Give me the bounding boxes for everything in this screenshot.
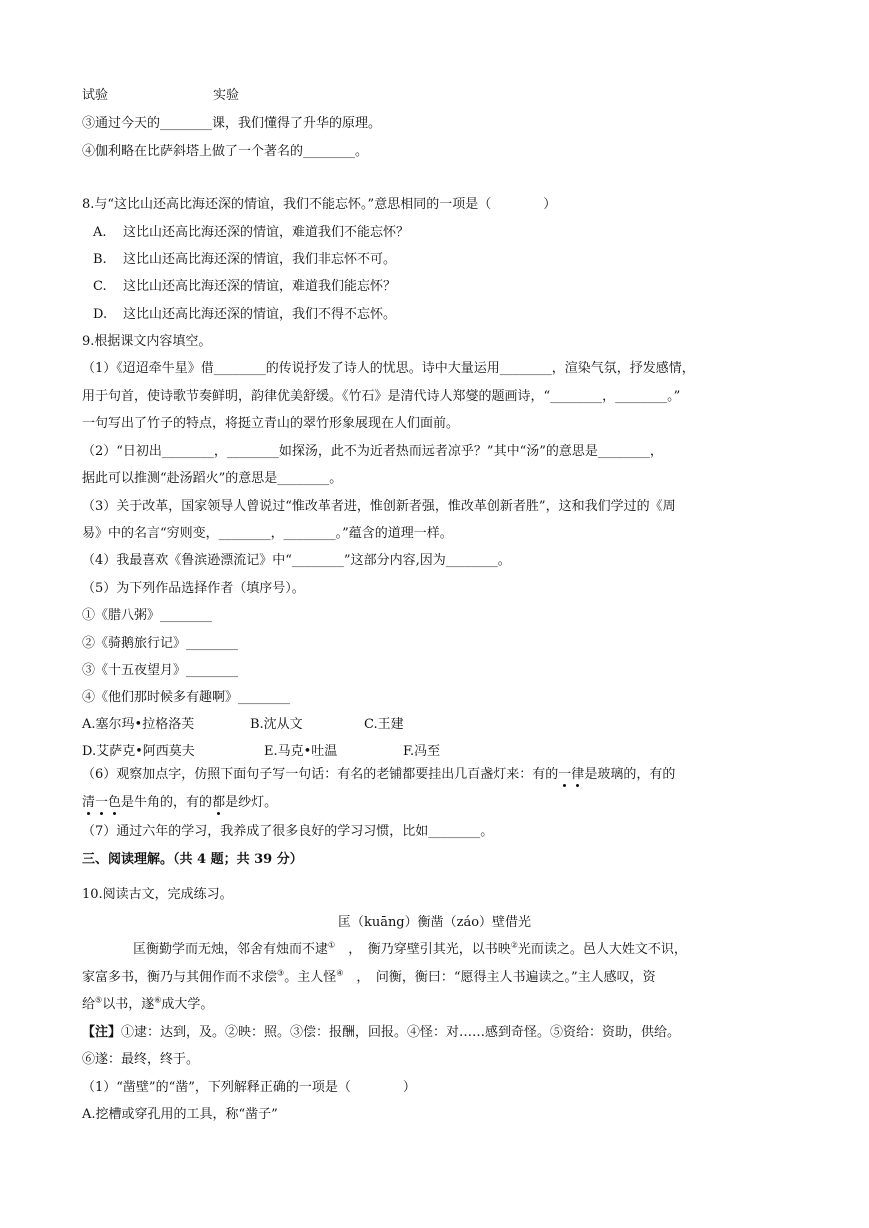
q9-author-d: D.艾萨克•阿西莫夫 <box>82 744 195 759</box>
q9-p5-title: （5）为下列作品选择作者（填序号）。 <box>82 581 305 596</box>
q9-p6-text-b: 是玻璃的，有的 <box>584 767 676 782</box>
q9-p3-line2: 易》中的名言“穷则变，________，________。”蕴含的道理一样。 <box>82 526 453 541</box>
q8-option-c-letter: C. <box>93 279 107 294</box>
q9-p6-text-c: 是牛角的，有的 <box>121 795 213 810</box>
q8-option-d-text: 这比山还高比海还深的情谊，我们不得不忘怀。 <box>123 307 397 322</box>
footnote-marker-1: ① <box>328 940 336 950</box>
passage-line-3 <box>82 995 214 1012</box>
footnote-marker-2: ② <box>510 940 518 950</box>
passage-text: ， 问衡，衡曰：“愿得主人书遍读之。”主人感叹，资 <box>343 970 656 985</box>
footnote-marker-6: ⑥ <box>154 995 162 1005</box>
q9-p6-text-d: 是纱灯。 <box>225 795 278 810</box>
q9-p4: （4）我最喜欢《鲁滨逊漂流记》中“________”这部分内容,因为________。 <box>82 553 511 568</box>
q9-p1-line2: 用于句首，使诗歌节奏鲜明，韵律优美舒缓。《竹石》是清代诗人郑燮的题画诗，“________，________。” <box>82 389 681 404</box>
q9-author-f: F.冯至 <box>403 744 441 759</box>
q9-p2-line1: （2）“日初出________，________如探汤，此不为近者热而远者凉乎？”其中“汤”的意思是________， <box>82 444 663 459</box>
q9-p1-line3: 一句写出了竹子的特点，将挺立青山的翠竹形象展现在人们面前。 <box>82 416 460 431</box>
word-right: 实验 <box>213 88 240 103</box>
q9-p6-dotted-char: 一 <box>95 795 109 810</box>
q8-option-d-letter: D. <box>93 307 108 322</box>
q9-author-a: A.塞尔玛•拉格洛芙 <box>82 717 195 732</box>
q9-p6-dotted-char: 都 <box>212 795 226 810</box>
q9-work-3: ③《十五夜望月》________ <box>82 663 239 678</box>
q9-p6-dotted-char: 清 <box>82 795 96 810</box>
q9-work-1: ①《腊八粥》________ <box>82 608 213 623</box>
q10-title: 10.阅读古文，完成练习。 <box>82 887 233 902</box>
q9-p6-line2 <box>82 796 277 809</box>
q8-option-c-text: 这比山还高比海还深的情谊，难道我们能忘怀？ <box>123 279 397 294</box>
q8-stem: 8.与“这比山还高比海还深的情谊，我们不能忘怀。”意思相同的一项是（ ） <box>82 197 557 212</box>
q10-sub1: （1）“凿壁”的“凿”，下列解释正确的一项是（ ） <box>82 1080 416 1095</box>
passage-text: 给 <box>82 997 96 1012</box>
q9-p6-dotted-char: 色 <box>108 795 122 810</box>
footnote-marker-3: ③ <box>277 968 285 978</box>
notes-line-2: ⑥遂：最终，终于。 <box>82 1052 200 1067</box>
q8-option-b-text: 这比山还高比海还深的情谊，我们非忘怀不可。 <box>123 252 397 267</box>
passage-line-1 <box>133 940 687 957</box>
passage-text: ， 衡乃穿壁引其光，以书映 <box>335 942 511 957</box>
passage-text: 匡衡勤学而无烛，邻舍有烛而不逮 <box>133 942 329 957</box>
passage-line-2 <box>82 968 656 985</box>
footnote-marker-5: ⑤ <box>95 995 103 1005</box>
word-left: 试验 <box>82 88 109 103</box>
q8-option-a-text: 这比山还高比海还深的情谊，难道我们不能忘怀？ <box>123 225 410 240</box>
passage-text: 成大学。 <box>161 997 214 1012</box>
passage-text: 光而读之。邑人大姓文不识， <box>517 942 687 957</box>
notes-line-1 <box>82 1026 680 1039</box>
passage-text: 家富多书，衡乃与其佣作而不求偿 <box>82 970 278 985</box>
q9-p6-dotted-char: 一 <box>558 767 572 782</box>
q7-item-4: ④伽利略在比萨斜塔上做了一个著名的________。 <box>82 144 369 159</box>
passage-heading: 匡（kuāng）衡凿（záo）壁借光 <box>337 915 532 930</box>
notes-label: 【注】 <box>82 1025 122 1040</box>
passage-text: 。主人怪 <box>284 970 337 985</box>
q8-option-a-letter: A. <box>93 225 107 240</box>
q9-author-e: E.马克•吐温 <box>264 744 338 759</box>
q9-title: 9.根据课文内容填空。 <box>82 334 212 349</box>
q9-p7: （7）通过六年的学习，我养成了很多良好的学习习惯，比如________。 <box>82 824 494 839</box>
q7-item-3: ③通过今天的________课，我们懂得了升华的原理。 <box>82 116 382 131</box>
passage-text: 以书，遂 <box>102 997 155 1012</box>
q9-p6-dotted-char: 律 <box>571 767 585 782</box>
q9-author-c: C.王建 <box>364 717 404 732</box>
q9-work-4: ④《他们那时候多有趣啊》________ <box>82 690 291 705</box>
q9-p2-line2: 据此可以推测“赴汤蹈火”的意思是________。 <box>82 471 343 486</box>
q9-p3-line1: （3）关于改革，国家领导人曾说过“惟改革者进，惟创新者强，惟改革创新者胜”，这和我们学过的《周 <box>82 499 676 514</box>
q10-sub1-option-a: A.挖槽或穿孔用的工具，称“凿子” <box>82 1107 278 1122</box>
q9-work-2: ②《骑鹅旅行记》________ <box>82 636 239 651</box>
footnote-marker-4: ④ <box>336 968 344 978</box>
q9-p6-text-a: （6）观察加点字，仿照下面句子写一句话：有名的老铺都要挂出几百盏灯来：有的 <box>82 767 559 782</box>
q9-author-b: B.沈从文 <box>250 717 303 732</box>
q9-p1-line1: （1）《迢迢牵牛星》借________的传说抒发了诗人的忧思。诗中大量运用________，渲染气氛，抒发感情， <box>82 361 695 376</box>
notes-text: ①逮：达到，及。②映：照。③偿：报酬，回报。④怪：对……感到奇怪。⑤资给：资助，供给。 <box>121 1025 681 1040</box>
q9-p6-line1 <box>82 768 675 781</box>
section-3-heading: 三、阅读理解。（共 4 题；共 39 分） <box>82 852 303 867</box>
q8-option-b-letter: B. <box>93 252 107 267</box>
